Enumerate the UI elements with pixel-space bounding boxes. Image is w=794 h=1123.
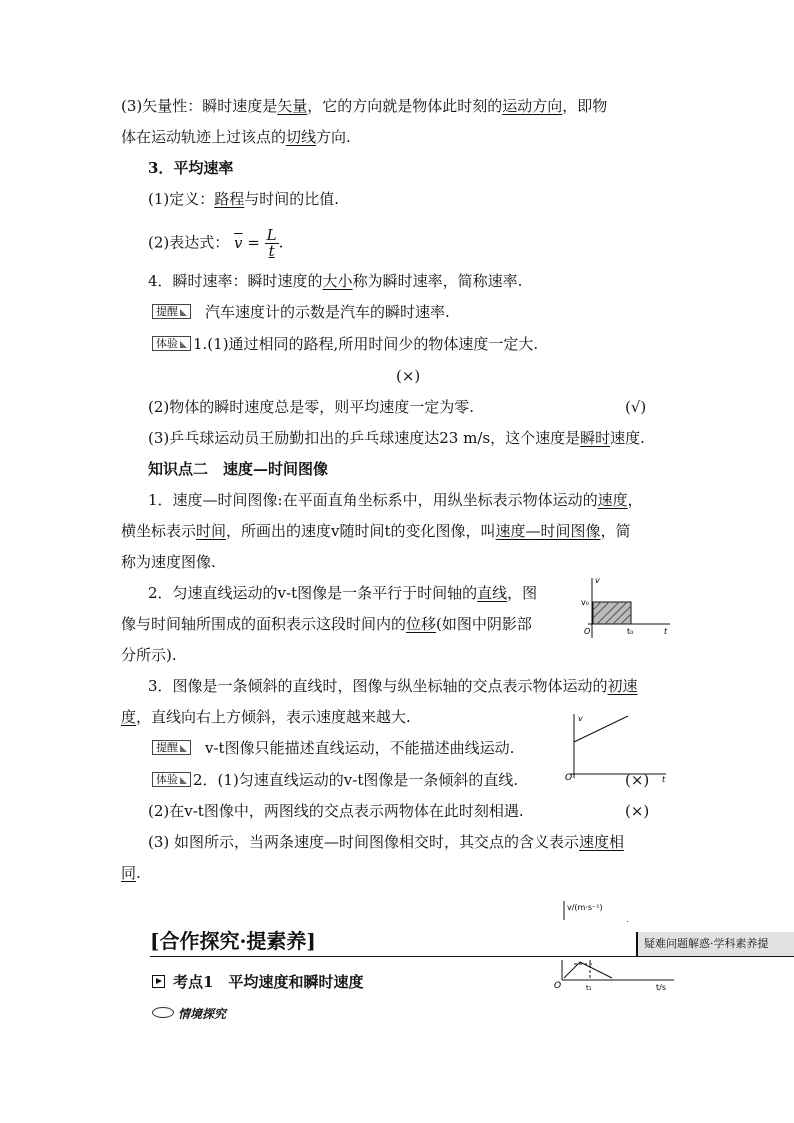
- tick-label-t0: t₀: [627, 627, 634, 636]
- axis-label-t: t/s: [656, 983, 666, 992]
- vt-graph-inclined: [562, 708, 672, 784]
- text-line: 分所示).: [121, 646, 177, 664]
- banner-right: 疑难问题解惑·学科素养提: [636, 932, 794, 956]
- text-line: 称为速度图像.: [121, 553, 216, 571]
- tip-line: 提醒 v-t图像只能描述直线运动，不能描述曲线运动.: [152, 738, 514, 758]
- text-line: (3) 如图所示，当两条速度—时间图像相交时，其交点的含义表示速度相: [148, 833, 625, 851]
- text-line: 2．匀速直线运动的v-t图像是一条平行于时间轴的直线，图: [148, 584, 538, 602]
- text-line: 1．速度—时间图像:在平面直角坐标系中，用纵坐标表示物体运动的速度，: [148, 491, 643, 509]
- exercise-line: 体验 1.(1)通过相同的路程,所用时间少的物体速度一定大.: [152, 334, 538, 354]
- answer-mark: (×): [625, 771, 650, 789]
- vt-graph-uniform: [578, 572, 674, 642]
- text-line: 同.: [121, 864, 141, 882]
- formula-line: (2)表达式： $\overline{v}$ = $\frac{L}{t}$ .: [148, 226, 284, 260]
- answer-mark: (×): [396, 367, 421, 385]
- axis-label-t: t: [662, 775, 666, 784]
- subheading: 3．平均速率: [148, 159, 234, 177]
- text-line: 体在运动轨迹上过该点的切线方向.: [121, 128, 351, 146]
- exercise-tag: 体验: [152, 772, 191, 787]
- text-line: 4．瞬时速率：瞬时速度的大小称为瞬时速率，简称速率.: [148, 272, 523, 290]
- axis-label-v: v: [578, 714, 583, 723]
- exercise-line: 体验 2．(1)匀速直线运动的v-t图像是一条倾斜的直线.: [152, 770, 518, 790]
- axis-label-t: t: [664, 627, 668, 636]
- tick-label-t1: t₁: [586, 984, 592, 992]
- text-line: (3)矢量性：瞬时速度是矢量，它的方向就是物体此时刻的运动方向，即物: [121, 97, 608, 115]
- section-heading: 知识点二 速度—时间图像: [148, 460, 329, 478]
- text-line: (3)乒乓球运动员王励勤扣出的乒乓球速度达23 m/s，这个速度是瞬时速度.: [148, 429, 645, 447]
- exercise-tag: 体验: [152, 336, 191, 351]
- text-line: 横坐标表示时间，所画出的速度v随时间t的变化图像，叫速度—时间图像，简: [121, 522, 631, 540]
- banner-rule: [150, 956, 794, 957]
- tip-line: 提醒 汽车速度计的示数是汽车的瞬时速率.: [152, 302, 450, 322]
- axis-label-v: v/(m·s⁻¹): [567, 903, 603, 912]
- play-icon: [152, 975, 165, 988]
- axis-label-v0: v₀: [581, 598, 589, 607]
- origin-label: O: [565, 773, 573, 783]
- tip-tag: 提醒: [152, 740, 191, 755]
- tip-tag: 提醒: [152, 304, 191, 319]
- text-line: (2)在v-t图像中，两图线的交点表示两物体在此时刻相遇.: [148, 802, 524, 820]
- section-banner-title: [合作探究·提素养]: [150, 929, 316, 953]
- text-line: (1)定义：路程与时间的比值.: [148, 190, 340, 208]
- text-line: 度，直线向右上方倾斜，表示速度越来越大.: [121, 708, 411, 726]
- scene-heading: 情境探究: [152, 1004, 226, 1024]
- scene-icon: [152, 1007, 174, 1018]
- text-line: 3．图像是一条倾斜的直线时，图像与纵坐标轴的交点表示物体运动的初速: [148, 677, 638, 695]
- answer-mark: (√): [625, 398, 647, 416]
- svg-text:.: .: [626, 915, 629, 924]
- origin-label: O: [554, 981, 562, 991]
- origin-label: O: [584, 627, 591, 636]
- topic-heading: 考点1 平均速度和瞬时速度: [152, 972, 363, 992]
- text-line: 像与时间轴所围成的面积表示这段时间内的位移(如图中阴影部: [121, 615, 532, 633]
- vt-graph-intersect: [552, 898, 684, 994]
- axis-label-v: v: [595, 576, 600, 585]
- text-line: (2)物体的瞬时速度总是零，则平均速度一定为零.: [148, 398, 475, 416]
- answer-mark: (×): [625, 802, 650, 820]
